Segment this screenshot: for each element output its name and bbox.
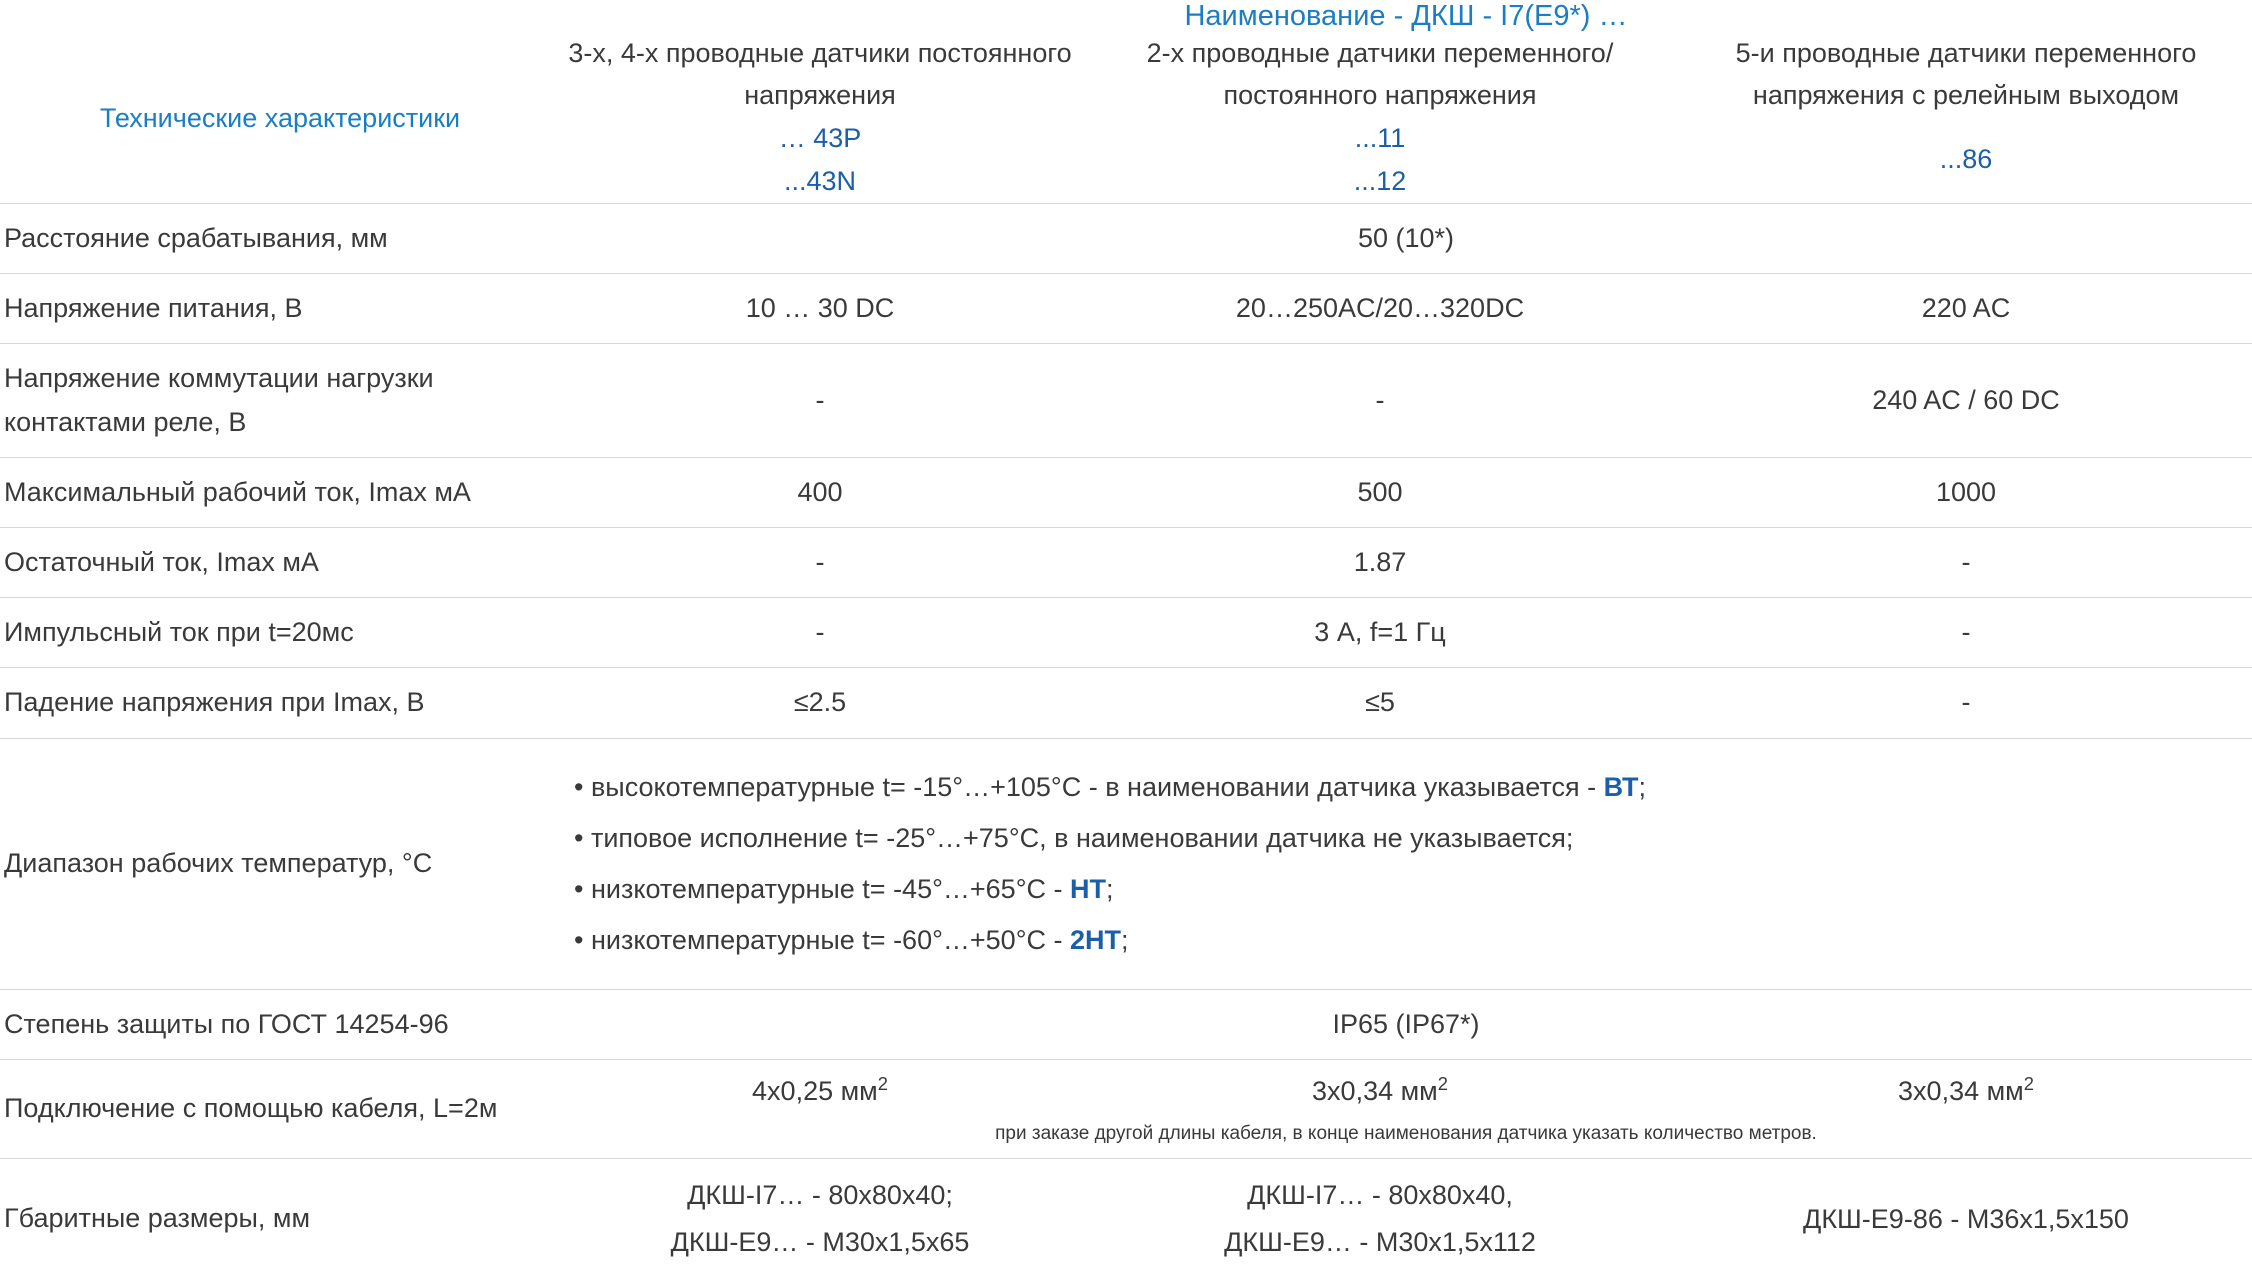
row-label-pulse-current: Импульсный ток при t=20мс (4, 617, 354, 648)
row-value-supply-voltage-c: 220 AC (1921, 293, 2011, 324)
row-value-voltage-drop-c: - (1961, 687, 1971, 718)
row-label-relay-line-1: Напряжение коммутации нагрузки (4, 363, 434, 394)
row-label-temperature-range: Диапазон рабочих температур, °C (4, 847, 433, 878)
cable-value-b (1080, 1073, 1680, 1107)
row-value-pulse-current-a: - (815, 617, 825, 648)
row-value-residual-current-b: 1.87 (1353, 547, 1407, 578)
column-c-code-1: ...86 (1939, 144, 1993, 175)
column-b-description (1080, 33, 1680, 117)
column-a-description (560, 33, 1080, 117)
dimensions-a-line-1: ДКШ-I7… - 80x80x40; (687, 1179, 953, 1210)
table-row (0, 668, 2252, 738)
param-column-title: Технические характеристики (99, 102, 461, 133)
row-label-relay-line-2: контактами реле, В (4, 406, 247, 437)
dimensions-b-line-2: ДКШ-Е9… - М30х1,5х112 (1224, 1227, 1536, 1257)
row-value-max-current-a: 400 (797, 476, 843, 507)
cable-value-c-text: 3x0,34 мм (1898, 1075, 2024, 1106)
list-item (560, 915, 2252, 966)
table-header-title-row (0, 0, 2252, 33)
list-item (560, 762, 2252, 813)
row-value-max-current-c: 1000 (1935, 476, 1997, 507)
table-row (0, 989, 2252, 1059)
cable-value-c-sup: 2 (2023, 1072, 2034, 1094)
cable-values-group (560, 1073, 2252, 1107)
row-value-dimensions-b (1080, 1158, 1680, 1279)
column-a-desc-line-2: постоянного напряжения (744, 38, 1072, 110)
temp-item-3-text: • низкотемпературные t= -45°…+65°C - (574, 873, 1070, 904)
row-label-supply-voltage: Напряжение питания, В (4, 293, 303, 324)
column-b-code-1: ...11 (1354, 122, 1406, 153)
row-value-relay-b: - (1375, 385, 1385, 416)
temp-item-1-text: • высокотемпературные t= -15°…+105°C - в наименовании датчика указывается - (574, 771, 1604, 802)
temp-item-3-suffix: ; (1105, 873, 1114, 904)
header-empty-cell (0, 0, 560, 33)
column-c-description (1680, 33, 2252, 117)
column-c-codes (1680, 117, 2252, 204)
column-a-codes (560, 117, 1080, 204)
cable-value-a-sup: 2 (877, 1072, 888, 1094)
dimensions-a-line-2: ДКШ-Е9… - М30х1,5х65 (670, 1227, 970, 1257)
cable-value-b-sup: 2 (1437, 1072, 1448, 1094)
temp-item-4-suffix: ; (1121, 924, 1129, 955)
temperature-options-list (560, 752, 2252, 976)
column-a-code-1: … 43P (778, 122, 862, 153)
row-value-cable-connection (560, 1059, 2252, 1158)
table-row-dimensions (0, 1158, 2252, 1279)
table-row (0, 344, 2252, 457)
row-label-switching-distance: Расстояние срабатывания, мм (4, 223, 388, 254)
row-value-supply-voltage-a: 10 … 30 DC (745, 293, 895, 324)
temp-item-3-code: НТ (1069, 873, 1106, 904)
cable-value-a (560, 1073, 1080, 1107)
dimensions-b-line-1: ДКШ-I7… - 80x80x40, (1247, 1179, 1513, 1210)
column-a-code-2: ...43N (783, 165, 857, 196)
column-b-desc-line-1: 2-х проводные датчики переменного/ (1146, 38, 1614, 68)
row-value-dimensions-a (560, 1158, 1080, 1279)
table-row-temperature-range (0, 738, 2252, 989)
row-label-voltage-drop: Падение напряжения при Imax, В (4, 687, 425, 718)
table-row-cable (0, 1059, 2252, 1158)
temp-item-4-text: • низкотемпературные t= -60°…+50°C - (574, 924, 1070, 955)
row-value-relay-a: - (815, 385, 825, 416)
row-label-relay-switching-voltage (0, 344, 560, 457)
table-row (0, 457, 2252, 527)
row-value-switching-distance: 50 (10*) (1357, 223, 1455, 254)
column-c-desc-line-2: напряжения с релейным выходом (1752, 79, 2180, 110)
row-label-residual-current: Остаточный ток, Imax мА (4, 547, 319, 577)
row-value-pulse-current-b: 3 А, f=1 Гц (1314, 617, 1446, 648)
table-row (0, 528, 2252, 598)
row-label-dimensions: Гбаритные размеры, мм (4, 1203, 311, 1234)
cable-value-b-text: 3x0,34 мм (1312, 1075, 1438, 1106)
row-value-protection-degree: IP65 (IP67*) (1332, 1008, 1480, 1039)
column-b-code-2: ...12 (1353, 165, 1407, 196)
temp-item-4-code: 2НТ (1069, 924, 1121, 955)
row-value-max-current-b: 500 (1357, 476, 1403, 507)
row-value-supply-voltage-b: 20…250AC/20…320DC (1235, 293, 1525, 324)
temp-item-1-suffix: ; (1638, 771, 1647, 802)
column-a-desc-line-1: 3-х, 4-х проводные датчики (568, 38, 911, 68)
dimensions-c-line-1: ДКШ-Е9-86 - М36х1,5х150 (1803, 1203, 2129, 1234)
cable-value-c (1680, 1073, 2252, 1107)
row-value-voltage-drop-a: ≤2.5 (793, 687, 847, 718)
main-title: Наименование - ДКШ - I7(E9*) … (1184, 0, 1628, 32)
table-row (0, 274, 2252, 344)
row-label-max-current: Максимальный рабочий ток, Imax мА (4, 476, 471, 507)
column-c-desc-line-1: 5-и проводные датчики переменного (1735, 38, 2197, 68)
row-value-residual-current-c: - (1961, 547, 1971, 578)
row-value-dimensions-c (1680, 1158, 2252, 1279)
cable-value-a-text: 4x0,25 мм (752, 1075, 878, 1106)
column-b-desc-line-2: постоянного напряжения (1223, 79, 1537, 110)
table-row (0, 598, 2252, 668)
temp-item-1-code: ВТ (1603, 771, 1639, 802)
row-label-cable-connection: Подключение с помощью кабеля, L=2м (4, 1093, 498, 1124)
column-b-codes (1080, 117, 1680, 204)
row-value-relay-c: 240 AC / 60 DC (1872, 385, 2060, 416)
list-item (560, 813, 2252, 864)
row-value-residual-current-a: - (815, 547, 825, 578)
row-value-voltage-drop-b: ≤5 (1365, 687, 1395, 718)
row-value-temperature-range (560, 738, 2252, 989)
list-item (560, 864, 2252, 915)
table-row (0, 204, 2252, 274)
cable-note: при заказе другой длины кабеля, в конце наименования датчика указать количество метров. (995, 1122, 1817, 1144)
row-value-pulse-current-c: - (1961, 617, 1971, 648)
temp-item-2-text: • типовое исполнение t= -25°…+75°C, в наименовании датчика не указывается; (574, 822, 1574, 853)
table-header-desc-row (0, 33, 2252, 117)
row-label-protection-degree: Степень защиты по ГОСТ 14254-96 (4, 1008, 449, 1039)
